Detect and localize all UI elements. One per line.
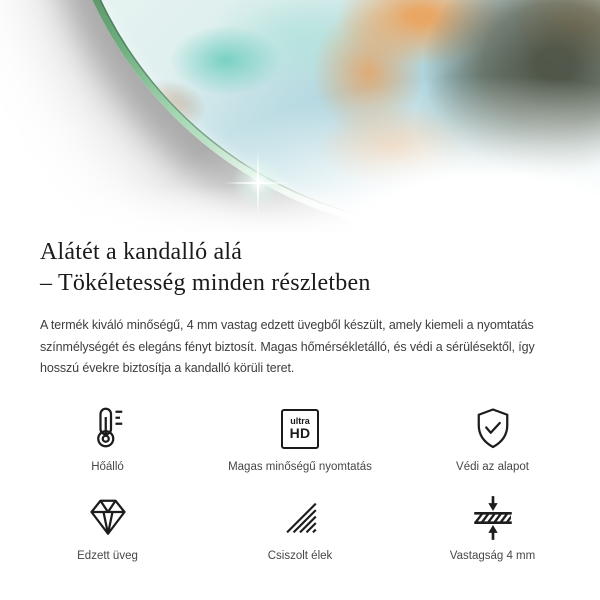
title-line-2: – Tökéletesség minden részletben xyxy=(40,270,371,296)
ultra-hd-icon-text-top: ultra xyxy=(290,416,310,426)
ultra-hd-icon-text-bottom: HD xyxy=(289,425,311,441)
feature-label: Védi az alapot xyxy=(456,460,529,473)
feature-label: Edzett üveg xyxy=(77,549,138,562)
feature-polished-edges xyxy=(175,493,425,562)
feature-label: Vastagság 4 mm xyxy=(449,549,536,562)
feature-label: Magas minőségű nyomtatás xyxy=(228,460,372,473)
feature-heat-resistant xyxy=(40,404,175,473)
features-row-1 xyxy=(40,404,560,473)
shield-check-icon xyxy=(467,404,519,454)
product-info-section xyxy=(0,237,600,562)
title-line-1: Alátét a kandalló alá xyxy=(40,239,243,265)
polished-edges-icon xyxy=(274,493,326,543)
feature-protects-base xyxy=(425,404,560,473)
feature-label: Hőálló xyxy=(91,460,124,473)
glass-disc-artwork xyxy=(63,0,600,227)
feature-thickness xyxy=(425,493,560,562)
page-title xyxy=(40,237,560,299)
feature-label: Csiszolt élek xyxy=(267,549,333,562)
thermometer-icon xyxy=(82,404,134,454)
ultra-hd-icon xyxy=(281,404,319,454)
product-photo xyxy=(0,0,600,232)
product-description: A termék kiváló minőségű, 4 mm vastag edzett üvegből készült, amely kiemeli a nyomtatás színmélységét és elegáns fényt biztosít. Magas hőmérsékletálló, és védi a sérülésektől, így hosszú évekre biztosítja a kandalló körüli teret. xyxy=(40,318,535,375)
diamond-icon xyxy=(81,493,135,543)
feature-high-quality-print xyxy=(175,404,425,473)
feature-tempered-glass xyxy=(40,493,175,562)
features-row-2 xyxy=(40,493,560,562)
thickness-icon xyxy=(466,493,520,543)
